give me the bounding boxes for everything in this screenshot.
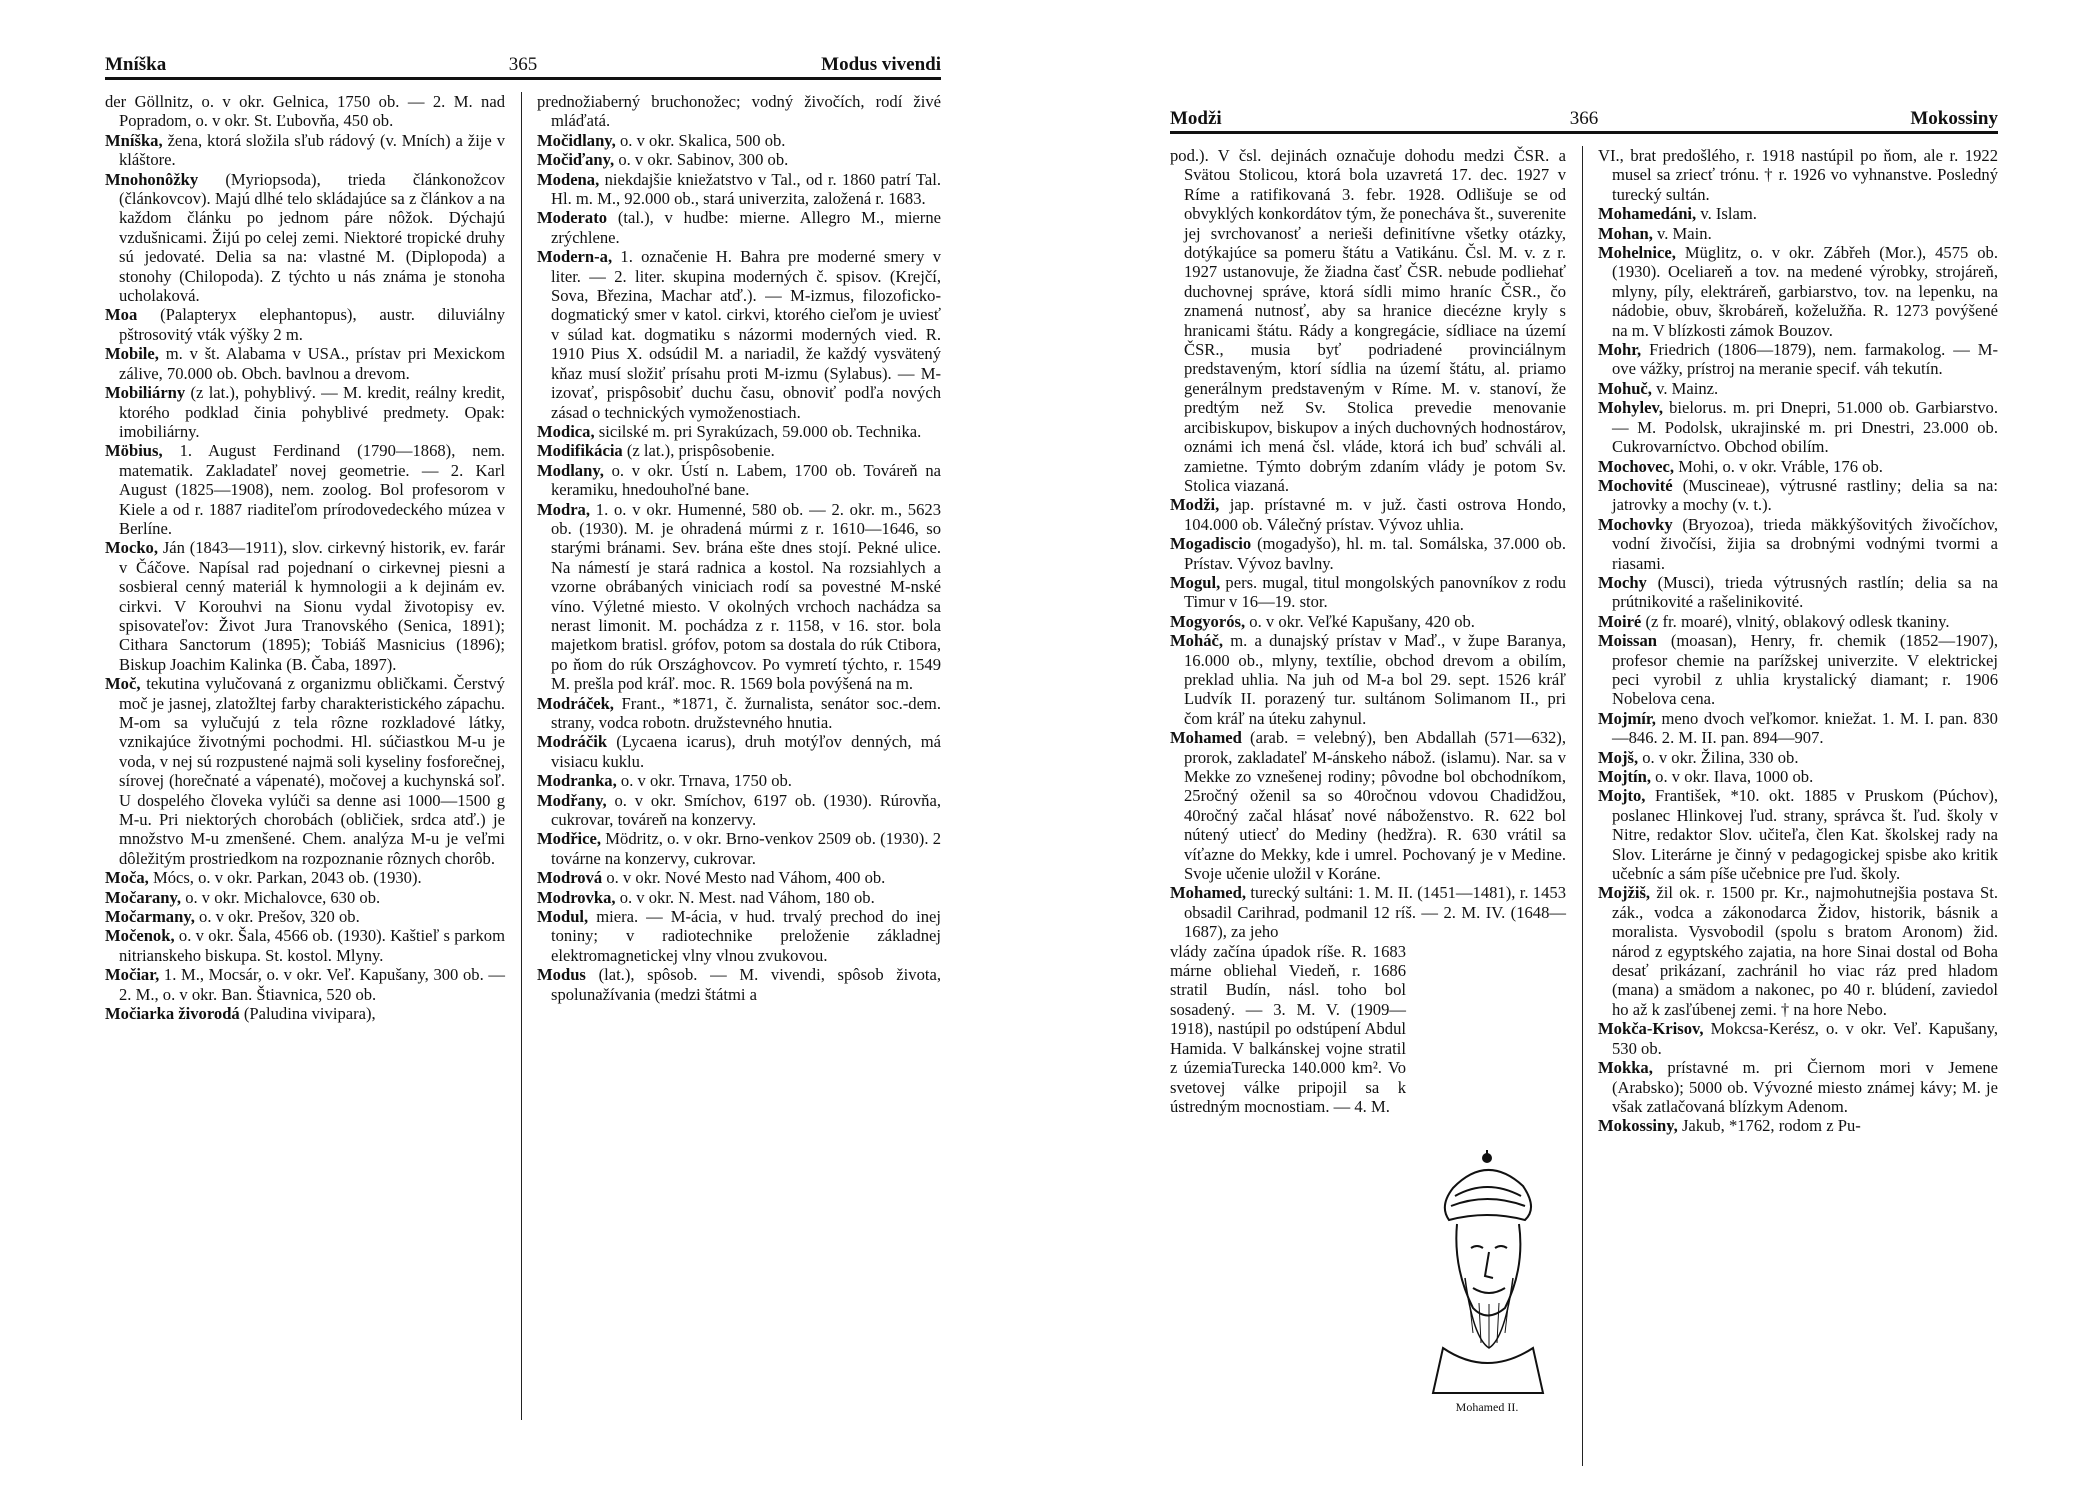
entry-text: o. v okr. Sabinov, 300 ob.: [618, 150, 789, 170]
entry-text: 1. August Ferdinand (1790—1868), nem. matematik. Zakladateľ novej geometrie. — 2. Karl August (1825—1908), nem. zoolog. Bol profesorom v Kiele a od r. 1887 riaditeľom prírodovedeckého múzea v Berlíne.: [119, 441, 506, 538]
entry-text: Ján (1843—1911), slov. cirkevný historik, ev. farár v Čáčove. Napísal rad pojednaní o cirkevnej piesni a sosbieral cenný materiál k hymnologii a k dejinám ev. cirkvi. V Korouhvi na Sionu vydal životopisy ev. spisovateľov: Život Jura Tranovského (Senica, 1891); Cithara Sanctorum (1895); Tobiáš Masnicius (1896); Biskup Joachim Kalinka (B. Čaba, 1897).: [119, 538, 505, 674]
dictionary-entry: [105, 383, 505, 441]
entry-text: žena, ktorá složila sľub rádový (v. Mních) a žije v kláštore.: [119, 130, 505, 170]
dictionary-entry: [1170, 883, 1566, 941]
entry-text: m. a dunajský prístav v Maď., v župe Baranya, 16.000 ob., mlyny, textílie, obchod drevom a obilím, preklad uhlia. Na juh od M-a bol 29. sept. 1526 kráľ Ludvík II. porazený tur. sultánom Solimanom II., pri čom kráľ na úteku zahynul.: [1184, 631, 1566, 728]
dictionary-entry: [105, 674, 505, 868]
entry-text: Mokcsa-Kerész, o. v okr. Veľ. Kapušany, 530 ob.: [1612, 1019, 1998, 1058]
column-divider: [521, 92, 522, 1420]
text-column: [1170, 146, 1566, 1116]
text-column: [537, 92, 941, 1004]
dictionary-entry: [1598, 379, 1998, 398]
entry-text: v. Mainz.: [1656, 378, 1719, 398]
entry-text: v. Islam.: [1700, 204, 1757, 224]
entry-headword: Mokka,: [1598, 1058, 1653, 1078]
dictionary-entry: [537, 92, 941, 131]
entry-text: o. v okr. Smíchov, 6197 ob. (1930). Rúrovňa, cukrovar, továreň na konzervy.: [551, 790, 941, 830]
dictionary-entry: [105, 868, 505, 887]
entry-headword: Modřany,: [537, 790, 607, 810]
dictionary-entry: [537, 461, 941, 500]
entry-headword: Modus: [537, 965, 586, 985]
dictionary-entry: [1598, 1019, 1998, 1058]
dictionary-entry: [1170, 728, 1566, 883]
entry-headword: Močarany,: [105, 887, 182, 907]
dictionary-entry: [1598, 146, 1998, 204]
entry-headword: Modifikácia: [537, 441, 623, 461]
dictionary-entry: [537, 694, 941, 733]
entry-headword: Moissan: [1598, 631, 1658, 651]
entry-text: Müglitz, o. v okr. Zábřeh (Mor.), 4575 ob. (1930). Oceliareň a tov. na medené výrobky, strojáreň, mlyny, píly, elektráreň, garbiarstvo, tov. na lepenku, na nádobie, obuv, škrobáreň, koželužňa. R. 1273 povýšené na m. V blízkosti zámok Bouzov.: [1612, 243, 1998, 340]
entry-text: jap. prístavné m. v juž. časti ostrova Hondo, 104.000 ob. Válečný prístav. Vývoz uhlia.: [1184, 495, 1566, 534]
dictionary-entry: [105, 907, 505, 926]
dictionary-entry: [105, 92, 505, 131]
entry-headword: Močiarka živorodá: [105, 1004, 240, 1024]
entry-headword: Modráček,: [537, 693, 614, 713]
dictionary-entry: [1598, 573, 1998, 612]
dictionary-entry: [1598, 767, 1998, 786]
entry-text: žil ok. r. 1500 pr. Kr., najmohutnejšia postava St. zák., vodca a zákonodarca Židov, historik, básnik a moralista. Vysvobodil (spolu s bratom Aronom) žid. národ z egyptského zajatia, na hore Sinai dostal od Boha desať prikázaní, zachránil ho viac ráz pred hladom (mana) a smädom a nakonec, po 40 r. blúdení, zaviedol ho až k zasľúbenej zemi. † na hore Nebo.: [1612, 883, 1998, 1019]
entry-headword: Mohr,: [1598, 340, 1642, 360]
entry-text: Jakub, *1762, rodom z Pu-: [1681, 1116, 1861, 1136]
header-rule: [1170, 131, 1998, 134]
entry-text: Friedrich (1806—1879), nem. farmakolog. — M-ove vážky, prístroj na meranie specif. váh tekutín.: [1612, 340, 1998, 379]
dictionary-entry: [1598, 204, 1998, 223]
entry-text: o. v okr. Ústí n. Labem, 1700 ob. Továreň na keramiku, hnedouhoľné bane.: [551, 460, 941, 500]
page-header-left: [105, 50, 941, 80]
page-header-right: [1170, 104, 1998, 134]
entry-headword: Mojžiš,: [1598, 883, 1651, 903]
dictionary-entry: [537, 500, 941, 694]
entry-headword: Modul,: [537, 907, 589, 927]
entry-headword: Mocko,: [105, 538, 158, 558]
entry-text: (mogadyšo), hl. m. tal. Somálska, 37.000 ob. Prístav. Vývoz bavlny.: [1184, 534, 1566, 573]
running-head-first-entry: Modži: [1170, 108, 1222, 129]
dictionary-entry: [1170, 534, 1566, 573]
dictionary-entry: [1170, 573, 1566, 612]
dictionary-entry: [1598, 883, 1998, 1019]
entry-headword: Mojmír,: [1598, 708, 1656, 728]
dictionary-entry: [105, 965, 505, 1004]
entry-headword: Močiďany,: [537, 150, 615, 170]
entry-text: (tal.), v hudbe: mierne. Allegro M., mierne zrýchlene.: [551, 208, 941, 247]
dictionary-entry: [105, 441, 505, 538]
dictionary-entry: [537, 131, 941, 150]
entry-headword: Mochovité: [1598, 475, 1673, 495]
dictionary-entry: [1170, 631, 1566, 728]
entry-headword: Mohuč,: [1598, 378, 1652, 398]
entry-text: v. Main.: [1657, 223, 1712, 243]
entry-headword: Mohan,: [1598, 223, 1653, 243]
entry-headword: Modži,: [1170, 495, 1220, 515]
dictionary-entry: [105, 305, 505, 344]
entry-headword: Mobile,: [105, 344, 159, 364]
dictionary-entry: [537, 422, 941, 441]
portrait-caption: Mohamed II.: [1455, 1400, 1519, 1414]
dictionary-entry: [1598, 398, 1998, 456]
entry-headword: Moiré: [1598, 611, 1642, 631]
entry-text: o. v okr. Prešov, 320 ob.: [199, 907, 360, 927]
entry-text: m. v št. Alabama v USA., prístav pri Mexickom zálive, 70.000 ob. Obch. bavlnou a drevom.: [119, 344, 505, 383]
dictionary-entry: [1598, 476, 1998, 515]
entry-text: 1. o. v okr. Humenné, 580 ob. — 2. okr. m., 5623 ob. (1930). M. je ohradená múrmi z r. 1610—1646, so starými bránami. Sev. brána ešte dnes stojí. Pekné ulice. Na námestí je stará radnica a kostol. Na rozsiahlych a vzorne obrábaných viniciach rodí sa povestné M-nské víno. Výletné miesto. V okolných vrchoch nachádza sa nerast limonit. M. pochádza z r. 1158, v 16. stor. bola majetkom bratisl. grófov, potom sa dostala do rúk Ctibora, po ňom do rúk Országhovcov. Po vymretí týchto, r. 1549 M. prešla pod kráľ. moc. R. 1569 bola povýšená na m.: [551, 499, 941, 694]
dictionary-entry: [537, 441, 941, 460]
dictionary-entry: [1170, 495, 1566, 534]
entry-headword: Mojtín,: [1598, 767, 1651, 786]
entry-text: Mödritz, o. v okr. Brno-venkov 2509 ob. (1930). 2 továrne na konzervy, cukrovar.: [551, 829, 941, 868]
entry-text: (moasan), Henry, fr. chemik (1852—1907), profesor chemie na parížskej univerzite. V elektrickej peci vyrobil z uhlia krystalický diamant; r. 1906 Nobelova cena.: [1612, 631, 1998, 709]
dictionary-entry: [537, 791, 941, 830]
dictionary-entry: [105, 1004, 505, 1023]
dictionary-entry: [1598, 457, 1998, 476]
entry-text: sicilské m. pri Syrakúzach, 59.000 ob. Technika.: [598, 421, 922, 441]
entry-headword: Modrová: [537, 868, 603, 888]
entry-text: Mócs, o. v okr. Parkan, 2043 ob. (1930).: [152, 868, 422, 888]
dictionary-entry: [105, 538, 505, 674]
dictionary-entry: [105, 170, 505, 306]
entry-headword: Mokča-Krisov,: [1598, 1019, 1704, 1039]
entry-headword: Močenok,: [105, 926, 175, 946]
dictionary-entry: [1598, 1058, 1998, 1116]
entry-text: 1. M., Mocsár, o. v okr. Veľ. Kapušany, 300 ob. — 2. M., o. v okr. Ban. Štiavnica, 520 ob.: [119, 965, 505, 1004]
entry-text: miera. — M-ácia, v hud. trvalý prechod do inej toniny; v radiotechnike preloženie základnej elektromagnetickej vlny vlnou zvukovou.: [551, 907, 941, 965]
dictionary-entry: [537, 208, 941, 247]
entry-text: (lat.), spôsob. — M. vivendi, spôsob života, spolunažívania (medzi štátmi a: [551, 965, 941, 1004]
entry-text: o. v okr. Ilava, 1000 ob.: [1655, 767, 1814, 786]
text-column: [1598, 146, 1998, 1136]
entry-text: o. v okr. Šala, 4566 ob. (1930). Kaštieľ s parkom nitrianskeho biskupa. St. kostol. Mlyny.: [119, 926, 506, 965]
entry-headword: Mnohonôžky: [105, 169, 199, 189]
entry-text: (Myriopsoda), trieda článkonožcov (článkovcov). Majú dlhé telo skládajúce sa z článkov a na každom článku po jednom páre nôžok. Dýchajú vzdušnicami. Žijú po celej zemi. Niektoré tropické druhy sú jedovaté. Delia sa na: vlastné M. (Diplopoda) a stonohy (Chilopoda). Z týchto u nás známa je stonoha ucholaková.: [119, 169, 505, 306]
entry-text: (z fr. moaré), vlnitý, oblakový odlesk tkaniny.: [1645, 611, 1950, 631]
entry-headword: Modena,: [537, 169, 600, 189]
entry-text: meno dvoch veľkomor. kniežat. 1. M. I. pan. 830—846. 2. M. II. pan. 894—907.: [1612, 708, 1998, 748]
dictionary-entry: [1598, 515, 1998, 573]
dictionary-entry: [1598, 786, 1998, 883]
dictionary-entry: [537, 888, 941, 907]
entry-headword: Mohamed: [1170, 728, 1242, 748]
entry-text: bielorus. m. pri Dnepri, 51.000 ob. Garbiarstvo. — M. Podolsk, ukrajinské m. pri Dnestri, 23.000 ob. Cukrovarníctvo. Obchod obilím.: [1612, 398, 1998, 457]
entry-headword: Mohamed,: [1170, 883, 1247, 903]
entry-headword: Modra,: [537, 499, 590, 519]
entry-text: (Musci), trieda výtrusných rastlín; delia sa na prútnikovité a rašelinikovité.: [1612, 572, 1998, 612]
entry-text: prednožiaberný bruchonožec; vodný živočích, rodí živé mláďatá.: [537, 92, 941, 131]
entry-text: (Lycaena icarus), druh motýľov denných, má visiacu kuklu.: [551, 732, 941, 771]
entry-text: turecký sultáni: 1. M. II. (1451—1481), r. 1453 obsadil Carihrad, podmanil 12 ríš. — 2. M. IV. (1648—1687), za jeho: [1184, 883, 1566, 942]
wrapped-text: vlády začína úpadok ríše. R. 1683 márne obliehal Viedeň, r. 1686 stratil Budín, násl. toho bol sosadený. — 3. M. V. (1909—1918), nastúpil po odstúpení Abdul Hamida. V balkánskej vojne stratil z územiaTurecka 140.000 km². Vo svetovej válke pripojil sa k ústredným mocnostiam. — 4. M.: [1170, 941, 1406, 1116]
dictionary-entry: [537, 150, 941, 169]
dictionary-entry: [1598, 340, 1998, 379]
dictionary-entry: [1598, 748, 1998, 767]
entry-text: Frant., *1871, č. žurnalista, senátor soc.-dem. strany, vodca robotn. družstevného hnutia.: [551, 693, 941, 732]
entry-headword: Mokossiny,: [1598, 1116, 1678, 1136]
entry-headword: Modlany,: [537, 460, 604, 480]
dictionary-entry: [105, 344, 505, 383]
dictionary-entry: [537, 829, 941, 868]
dictionary-entry: [537, 965, 941, 1004]
entry-text: Mohi, o. v okr. Vráble, 176 ob.: [1678, 456, 1883, 476]
entry-text: (arab. = velebný), ben Abdallah (571—632), prorok, zakladateľ M-ánskeho nábož. (islamu). Nar. sa v Mekke zo vznešenej rodiny; pôvodne bol obchodníkom, 25ročný oženil sa so 40ročnou vdovou Chadidžou, 40ročný začal hlásať nové náboženstvo. R. 622 bol nútený utiecť do Mediny (hedžra). R. 630 vrátil sa víťazne do Mekky, kde i umrel. Pochovaný je v Medine. Svoje učenie uložil v Koráne.: [1184, 728, 1566, 884]
entry-text: tekutina vylučovaná z organizmu obličkami. Čerstvý moč je jasnej, zlatožltej farby charakteristického zápachu. M-om sa vylučujú z tela rôzne rozkladové látky, vznikajúce životnými pochodmi. Hl. súčiastkou M-u je voda, v nej sú rozpustené najmä soli kyseliny fosforečnej, sírovej (horečnaté a vápenaté), močovej a kuchynská soľ. U dospelého človeka vylúči sa denne asi 1000—1500 g M-u. Pri niektorých chorobách (obličiek, srdca atď.) je množstvo M-u zmenšené. Chem. analýza M-u je veľmi dôležitým prostriedkom na rozpoznanie rôznych chorôb.: [119, 674, 505, 868]
entry-headword: Mohamedáni,: [1598, 204, 1697, 224]
entry-headword: Modrovka,: [537, 887, 616, 907]
entry-text: (Muscineae), výtrusné rastliny; delia sa na: jatrovky a mochy (v. t.).: [1612, 475, 1998, 515]
entry-headword: Modica,: [537, 421, 595, 441]
dictionary-entry: [537, 732, 941, 771]
entry-text: 1. označenie H. Bahra pre moderné smery v liter. — 2. liter. skupina moderných č. spisov. (Krejčí, Sova, Březina, Machar atď.). — M-izmus, filozoficko-dogmatický smer v katol. cirkvi, ktorého cieľom je uviesť v súlad kat. dogmatiku s názormi moderných vied. R. 1910 Pius X. odsúdil M. a nariadil, že každý vysvätený kňaz musí složiť prísahu proti M-izmu (Sylabus). — M-izovať, prispôsobiť duchu času, obnoviť podľa nových zásad o technických vymoženostiach.: [551, 247, 941, 422]
right-page: [1170, 0, 1998, 1500]
entry-text: o. v okr. Michalovce, 630 ob.: [185, 887, 381, 907]
column-divider: [1582, 146, 1583, 1466]
entry-headword: Močiar,: [105, 965, 160, 985]
dictionary-entry: [1170, 146, 1566, 495]
text-column: [105, 92, 505, 1024]
portrait-illustration: [1413, 1148, 1561, 1418]
dictionary-entry: [1598, 709, 1998, 748]
dictionary-entry: [537, 907, 941, 965]
entry-text: o. v okr. Veľké Kapušany, 420 ob.: [1249, 611, 1475, 631]
entry-text: (Paludina vivipara),: [243, 1004, 376, 1024]
dictionary-entry: [105, 926, 505, 965]
dictionary-entry: [537, 170, 941, 209]
entry-headword: Moč,: [105, 674, 141, 694]
entry-headword: Mochovky: [1598, 514, 1673, 534]
entry-headword: Mohelnice,: [1598, 243, 1676, 263]
running-head-last-entry: Modus vivendi: [821, 54, 941, 75]
entry-headword: Moča,: [105, 868, 149, 888]
entry-headword: Mobiliárny: [105, 383, 186, 403]
portrait-engraving-icon: [1413, 1148, 1561, 1398]
entry-text: prístavné m. pri Čiernom mori v Jemene (Arabsko); 5000 ob. Vývozné miesto známej kávy; M. je však zatlačovaná blízkym Adenom.: [1612, 1058, 1998, 1116]
dictionary-entry: [537, 247, 941, 422]
entry-headword: Modranka,: [537, 771, 617, 791]
entry-headword: Mojš,: [1598, 747, 1639, 767]
entry-text: o. v okr. Žilina, 330 ob.: [1642, 747, 1799, 767]
entry-text: (Bryozoa), trieda mäkkýšovitých živočíchov, vodní živočísi, žijia sa drobnými vodnými tvormi a riasami.: [1612, 514, 1998, 573]
running-head-last-entry: Mokossiny: [1910, 108, 1998, 129]
dictionary-entry: [1598, 1116, 1998, 1135]
entry-headword: Mochy: [1598, 572, 1647, 592]
entry-headword: Modřice,: [537, 829, 602, 849]
page-number: 365: [508, 54, 538, 75]
entry-text: (Palapteryx elephantopus), austr. diluviálny pštrosovitý vták výšky 2 m.: [119, 305, 505, 344]
entry-headword: Mojto,: [1598, 786, 1646, 806]
dictionary-entry: [1598, 224, 1998, 243]
entry-text: der Göllnitz, o. v okr. Gelnica, 1750 ob. — 2. M. nad Popradom, o. v okr. St. Ľubovňa, 450 ob.: [105, 92, 505, 131]
entry-headword: Modern-a,: [537, 247, 613, 267]
entry-list: [1170, 146, 1566, 942]
dictionary-entry: [105, 131, 505, 170]
header-rule: [105, 77, 941, 80]
dictionary-entry: [537, 771, 941, 790]
dictionary-entry: [1598, 612, 1998, 631]
entry-text: o. v okr. N. Mest. nad Váhom, 180 ob.: [619, 887, 875, 907]
entry-headword: Mogadiscio: [1170, 534, 1252, 554]
entry-text: (z lat.), prispôsobenie.: [626, 441, 775, 461]
entry-text: František, *10. okt. 1885 v Pruskom (Púchov), poslanec Hlinkovej ľud. strany, správca št. ľud. školy v Nitre, redaktor Slov. učiteľa, člen Kat. školskej rady na Slov. Literárne je činný v pedagogickej spisbe ako kritik učebníc a sám píše učebnice pre ľud. školy.: [1612, 786, 1998, 884]
entry-text: niekdajšie kniežatstvo v Tal., od r. 1860 patrí Tal. Hl. m. M., 92.000 ob., stará univerzita, založená r. 1683.: [551, 169, 941, 209]
entry-headword: Mogul,: [1170, 572, 1221, 592]
entry-headword: Mogyorós,: [1170, 611, 1246, 631]
entry-headword: Močidlany,: [537, 130, 616, 150]
entry-headword: Moderato: [537, 208, 608, 228]
entry-text: o. v okr. Nové Mesto nad Váhom, 400 ob.: [606, 868, 886, 888]
entry-headword: Močarmany,: [105, 907, 195, 927]
entry-text: pers. mugal, titul mongolských panovníkov z rodu Timur v 16—19. stor.: [1184, 572, 1566, 612]
entry-headword: Möbius,: [105, 441, 163, 461]
entry-headword: Moa: [105, 305, 138, 325]
entry-headword: Mochovec,: [1598, 456, 1675, 476]
page-number: 366: [1569, 108, 1599, 129]
running-head-first-entry: Mníška: [105, 54, 167, 75]
entry-headword: Moháč,: [1170, 631, 1223, 651]
dictionary-entry: [105, 888, 505, 907]
dictionary-entry: [1598, 243, 1998, 340]
entry-headword: Mníška,: [105, 130, 163, 150]
entry-text: o. v okr. Trnava, 1750 ob.: [620, 771, 792, 791]
dictionary-entry: [1170, 612, 1566, 631]
entry-text: pod.). V čsl. dejinách označuje dohodu medzi ČSR. a Svätou Stolicou, ktorá bola uzavretá 17. dec. 1927 v Ríme a ratifikovaná 3. febr. 1928. Odlišuje se od obvyklých konkordátov tým, že ponecháva št., suverenite jej svrchovanosť a nerieši definitívne všetky otázky, dotýkajúce sa pomeru štátu a Vatikánu. Čsl. M. v. z r. 1927 ustanovuje, že žiadna časť ČSR. nebude podliehať duchovnej správe, ktorá sídli mimo hraníc ČSR., čo znamená nutnosť, aby sa hranice diecézne kryly s hranicami štátu. Rády a kongregácie, sídliace na území ČSR., musia byť podriadené provinciálnym predstaveným, ktorí sídlia na území štátu, al. priamo generálnym predstaveným v Ríme. M. v. stanoví, že predtým než Sv. Stolica prevedie menovanie arcibiskupov, biskupov a iných duchovných hodnostárov, oznámi ich mená čsl. vláde, ktorá ich buď schváli al. zamietne. Týmto dobrým zdaním vlády je potom Sv. Stolica viazaná.: [1170, 146, 1567, 495]
entry-text: VI., brat predošlého, r. 1918 nastúpil po ňom, ale r. 1922 musel sa zrieсť trónu. † r. 1926 vo vyhnanstve. Posledný turecký sultán.: [1598, 146, 1998, 204]
entry-headword: Mohylev,: [1598, 398, 1663, 418]
dictionary-entry: [1598, 631, 1998, 709]
entry-headword: Modráčik: [537, 732, 608, 752]
dictionary-entry: [537, 868, 941, 887]
entry-text: o. v okr. Skalica, 500 ob.: [619, 130, 786, 150]
entry-text: (z lat.), pohyblivý. — M. kredit, reálny kredit, ktorého podklad činia pohyblivé predmety. Opak: imobiliárny.: [119, 383, 505, 441]
left-page: [105, 0, 941, 1500]
